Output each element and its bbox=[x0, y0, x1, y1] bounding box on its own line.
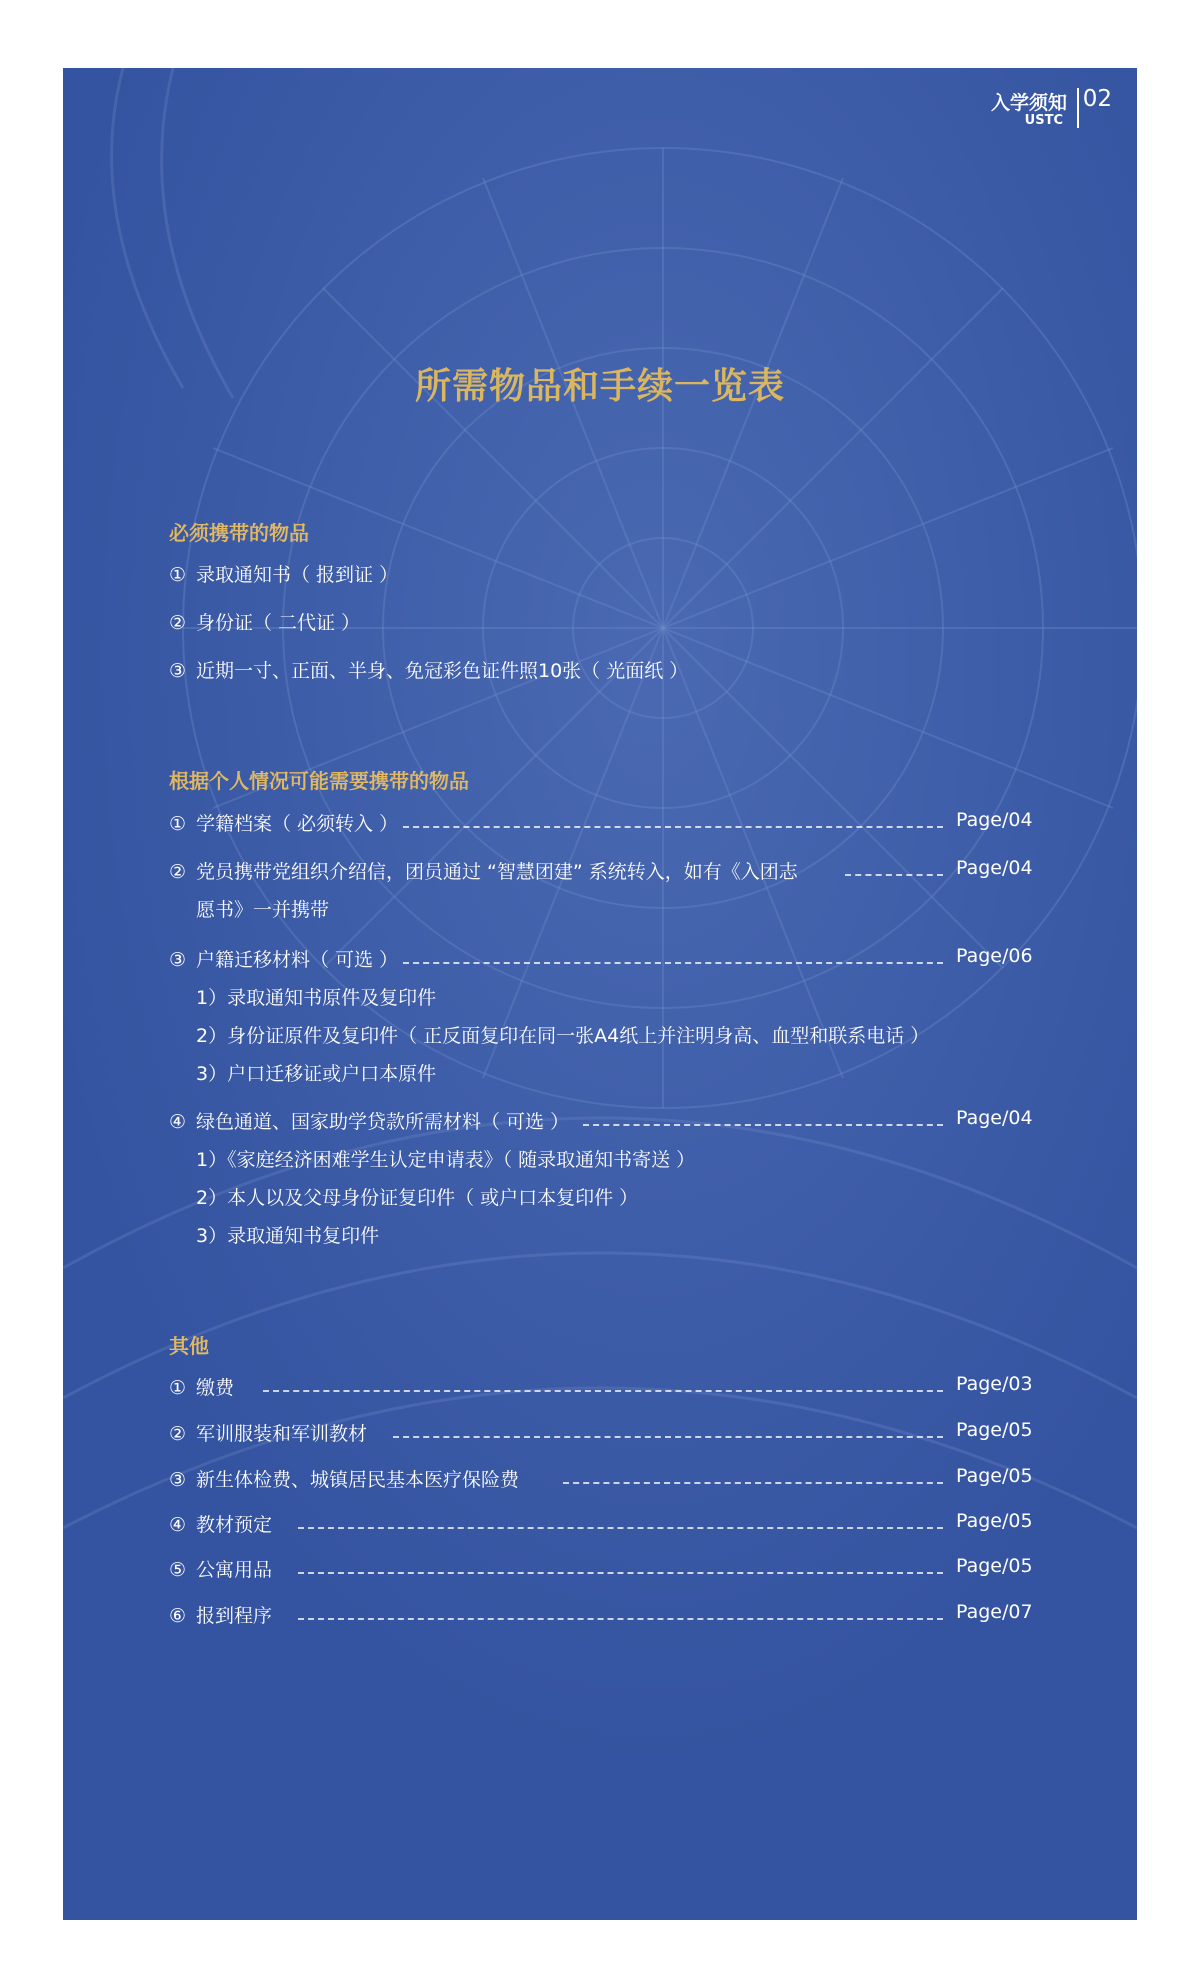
dotted-leader bbox=[845, 874, 943, 876]
header-title: 入学须知 bbox=[990, 92, 1067, 114]
sub-item: 1）录取通知书原件及复印件 bbox=[196, 987, 437, 1009]
document-page bbox=[63, 68, 1137, 1920]
item-number: ③ bbox=[169, 1469, 187, 1491]
list-item bbox=[169, 1555, 272, 1582]
page-reference: Page/07 bbox=[956, 1601, 1033, 1623]
sub-item: 2）本人以及父母身份证复印件（ 或户口本复印件 ） bbox=[196, 1187, 639, 1209]
item-number: ② bbox=[169, 1423, 187, 1445]
dotted-leader bbox=[298, 1527, 943, 1529]
item-text: 报到程序 bbox=[196, 1605, 273, 1627]
list-item bbox=[169, 1601, 272, 1628]
list-item bbox=[169, 1373, 234, 1400]
item-number: ① bbox=[169, 813, 187, 835]
dotted-leader bbox=[403, 962, 943, 964]
sub-item: 3）录取通知书复印件 bbox=[196, 1225, 380, 1247]
page-reference: Page/04 bbox=[956, 809, 1033, 831]
dotted-leader bbox=[563, 1482, 943, 1484]
section-title-required: 必须携带的物品 bbox=[169, 521, 309, 545]
page-reference: Page/05 bbox=[956, 1555, 1033, 1577]
header-subtitle: USTC bbox=[1024, 113, 1063, 128]
item-text: 党员携带党组织介绍信，团员通过 “智慧团建” 系统转入，如有《入团志 bbox=[196, 861, 798, 883]
list-item bbox=[169, 857, 798, 884]
item-number: ③ bbox=[169, 949, 187, 971]
sub-item: 2）身份证原件及复印件（ 正反面复印在同一张A4纸上并注明身高、血型和联系电话 ） bbox=[196, 1025, 930, 1047]
item-number: ⑥ bbox=[169, 1605, 187, 1627]
sub-item: 3）户口迁移证或户口本原件 bbox=[196, 1063, 437, 1085]
page-reference: Page/03 bbox=[956, 1373, 1033, 1395]
item-number: ① bbox=[169, 1377, 187, 1399]
item-number: ② bbox=[169, 612, 187, 634]
sub-item: 1）《家庭经济困难学生认定申请表》（ 随录取通知书寄送 ） bbox=[196, 1149, 696, 1171]
list-item bbox=[169, 1465, 519, 1492]
page-reference: Page/05 bbox=[956, 1465, 1033, 1487]
page-reference: Page/04 bbox=[956, 1107, 1033, 1129]
item-text: 公寓用品 bbox=[196, 1559, 273, 1581]
list-item bbox=[169, 1510, 272, 1537]
item-text: 教材预定 bbox=[196, 1514, 273, 1536]
list-item bbox=[169, 608, 360, 635]
item-number: ③ bbox=[169, 660, 187, 682]
section-title-other: 其他 bbox=[169, 1334, 209, 1358]
list-item bbox=[169, 1419, 367, 1446]
item-text: 录取通知书（ 报到证 ） bbox=[196, 564, 399, 586]
dotted-leader bbox=[263, 1390, 943, 1392]
list-item bbox=[169, 1107, 569, 1134]
item-text-continued: 愿书》一并携带 bbox=[196, 899, 330, 921]
dotted-leader bbox=[393, 1436, 943, 1438]
page-reference: Page/04 bbox=[956, 857, 1033, 879]
page-reference: Page/05 bbox=[956, 1419, 1033, 1441]
item-text: 新生体检费、城镇居民基本医疗保险费 bbox=[196, 1469, 520, 1491]
list-item bbox=[169, 945, 398, 972]
item-text: 户籍迁移材料（ 可选 ） bbox=[196, 949, 399, 971]
list-item bbox=[169, 656, 688, 683]
page-reference: Page/05 bbox=[956, 1510, 1033, 1532]
item-text: 学籍档案（ 必须转入 ） bbox=[196, 813, 399, 835]
dotted-leader bbox=[298, 1618, 943, 1620]
item-text: 军训服装和军训教材 bbox=[196, 1423, 368, 1445]
page-number: 02 bbox=[1082, 86, 1112, 112]
item-number: ④ bbox=[169, 1514, 187, 1536]
item-text: 绿色通道、国家助学贷款所需材料（ 可选 ） bbox=[196, 1111, 570, 1133]
page-reference: Page/06 bbox=[956, 945, 1033, 967]
page-title: 所需物品和手续一览表 bbox=[414, 366, 785, 407]
list-item bbox=[169, 560, 398, 587]
dotted-leader bbox=[298, 1572, 943, 1574]
item-text: 缴费 bbox=[196, 1377, 235, 1399]
list-item bbox=[169, 809, 398, 836]
item-text: 身份证（ 二代证 ） bbox=[196, 612, 361, 634]
dotted-leader bbox=[583, 1124, 943, 1126]
section-title-optional: 根据个人情况可能需要携带的物品 bbox=[169, 769, 469, 793]
item-number: ② bbox=[169, 861, 187, 883]
item-text: 近期一寸、正面、半身、免冠彩色证件照10张（ 光面纸 ） bbox=[196, 660, 689, 682]
item-number: ⑤ bbox=[169, 1559, 187, 1581]
item-number: ④ bbox=[169, 1111, 187, 1133]
item-number: ① bbox=[169, 564, 187, 586]
header-divider bbox=[1077, 88, 1079, 128]
dotted-leader bbox=[403, 826, 943, 828]
